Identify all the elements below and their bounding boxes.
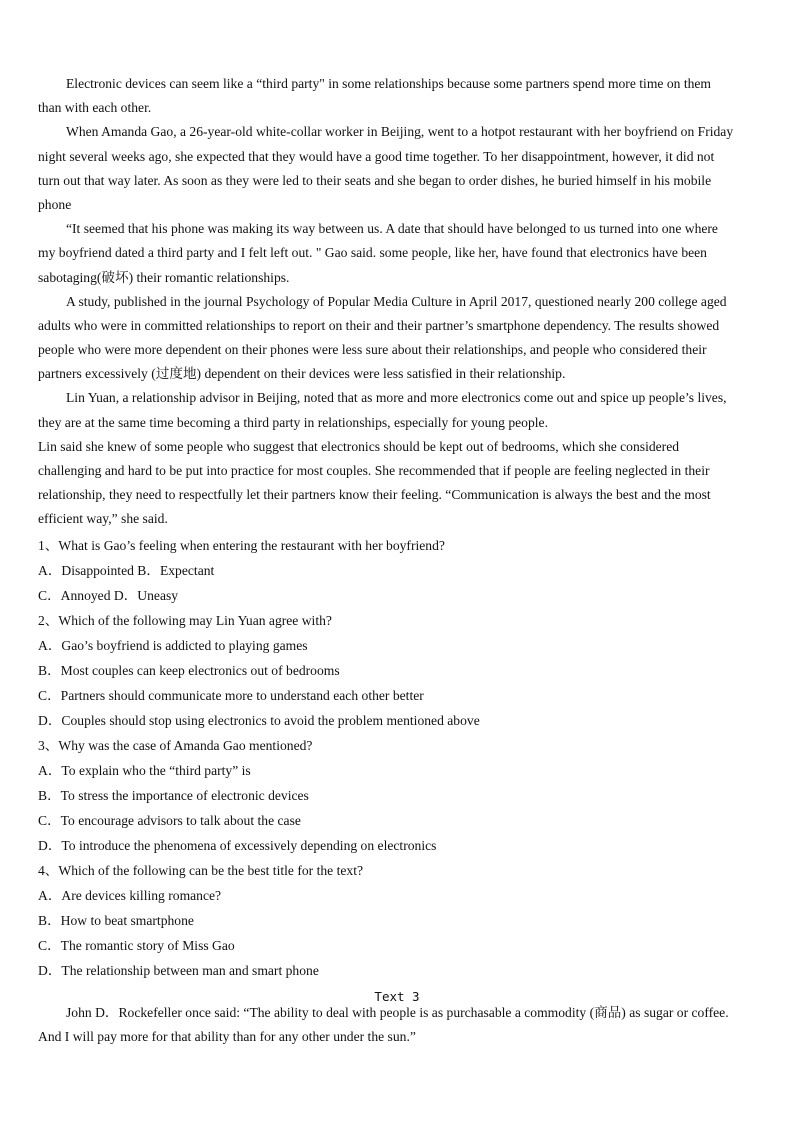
question-line: A．Are devices killing romance?: [38, 888, 222, 903]
text-line: Electronic devices can seem like a “third party" in some relationships because some partners spend more time on them: [66, 76, 711, 91]
question-line: B．Most couples can keep electronics out of bedrooms: [38, 663, 340, 678]
reading-passage-text3: [38, 1001, 756, 1049]
text-line: people who were more dependent on their phones were less sure about their relationships, and people who considered their: [38, 342, 707, 358]
text-line: phone: [38, 196, 72, 212]
text-line: efficient way,” she said.: [38, 511, 168, 527]
text-line: turn out that way later. As soon as they were led to their seats and she began to order dishes, he buried himself in his mobile: [38, 172, 712, 188]
question-line: C．Partners should communicate more to understand each other better: [38, 688, 424, 703]
question-line: C．To encourage advisors to talk about the case: [38, 813, 301, 828]
text-line: Lin said she knew of some people who suggest that electronics should be kept out of bedrooms, which she considered: [38, 438, 680, 454]
text-line: than with each other.: [38, 100, 152, 116]
question-line: B．To stress the importance of electronic devices: [38, 788, 309, 803]
question-line: 1、What is Gao’s feeling when entering the restaurant with her boyfriend?: [38, 538, 445, 553]
question-line: D．To introduce the phenomena of excessively depending on electronics: [38, 838, 437, 853]
question-line: C．The romantic story of Miss Gao: [38, 938, 235, 953]
question-line: D．Couples should stop using electronics to avoid the problem mentioned above: [38, 713, 480, 728]
question-list: [38, 533, 756, 983]
text-line: “It seemed that his phone was making its way between us. A date that should have belonged to us turned into one where: [66, 221, 718, 237]
question-line: D．The relationship between man and smart phone: [38, 963, 319, 978]
text-line: Lin Yuan, a relationship advisor in Beijing, noted that as more and more electronics come out and spice up people’s lives,: [66, 390, 727, 406]
section-heading: Text 3: [374, 989, 420, 1004]
text-line: relationship, they need to respectfully let their partners know their feeling. “Communication is always the best and the most: [38, 487, 711, 503]
text-line: night several weeks ago, she expected that they would have a good time together. To her disappointment, however, it did not: [38, 148, 715, 164]
reading-passage: [38, 72, 756, 532]
question-line: A．Disappointed B．Expectant: [38, 563, 215, 578]
question-line: 2、Which of the following may Lin Yuan agree with?: [38, 613, 332, 628]
text-line: challenging and hard to be put into practice for most couples. She recommended that if people are feeling neglected in their: [38, 463, 710, 478]
text-line: And I will pay more for that ability than for any other under the sun.”: [38, 1029, 416, 1045]
text-line: they are at the same time becoming a third party in relationships, especially for young people.: [38, 414, 548, 430]
text-line: A study, published in the journal Psychology of Popular Media Culture in April 2017, questioned nearly 200 college aged: [66, 293, 727, 309]
question-line: 3、Why was the case of Amanda Gao mentioned?: [38, 738, 313, 753]
text-line: When Amanda Gao, a 26-year-old white-collar worker in Beijing, went to a hotpot restaurant with her boyfriend on Friday: [66, 124, 734, 140]
question-line: A．To explain who the “third party” is: [38, 763, 251, 778]
text-line: John D．Rockefeller once said: “The ability to deal with people is as purchasable a commodity (商品) as sugar or coffee.: [66, 1005, 729, 1020]
question-line: B．How to beat smartphone: [38, 913, 194, 928]
question-line: A．Gao’s boyfriend is addicted to playing games: [38, 638, 308, 653]
text-line: partners excessively (过度地) dependent on their devices were less satisfied in their relationship.: [38, 366, 566, 382]
text-line: sabotaging(破坏) their romantic relationships.: [38, 269, 290, 285]
question-line: 4、Which of the following can be the best title for the text?: [38, 863, 364, 878]
text-line: adults who were in committed relationships to report on their and their partner’s smartphone dependency. The results showed: [38, 317, 720, 333]
question-line: C．Annoyed D．Uneasy: [38, 588, 179, 603]
text-line: my boyfriend dated a third party and I felt left out. " Gao said. some people, like her, have found that electronics have been: [38, 245, 707, 261]
